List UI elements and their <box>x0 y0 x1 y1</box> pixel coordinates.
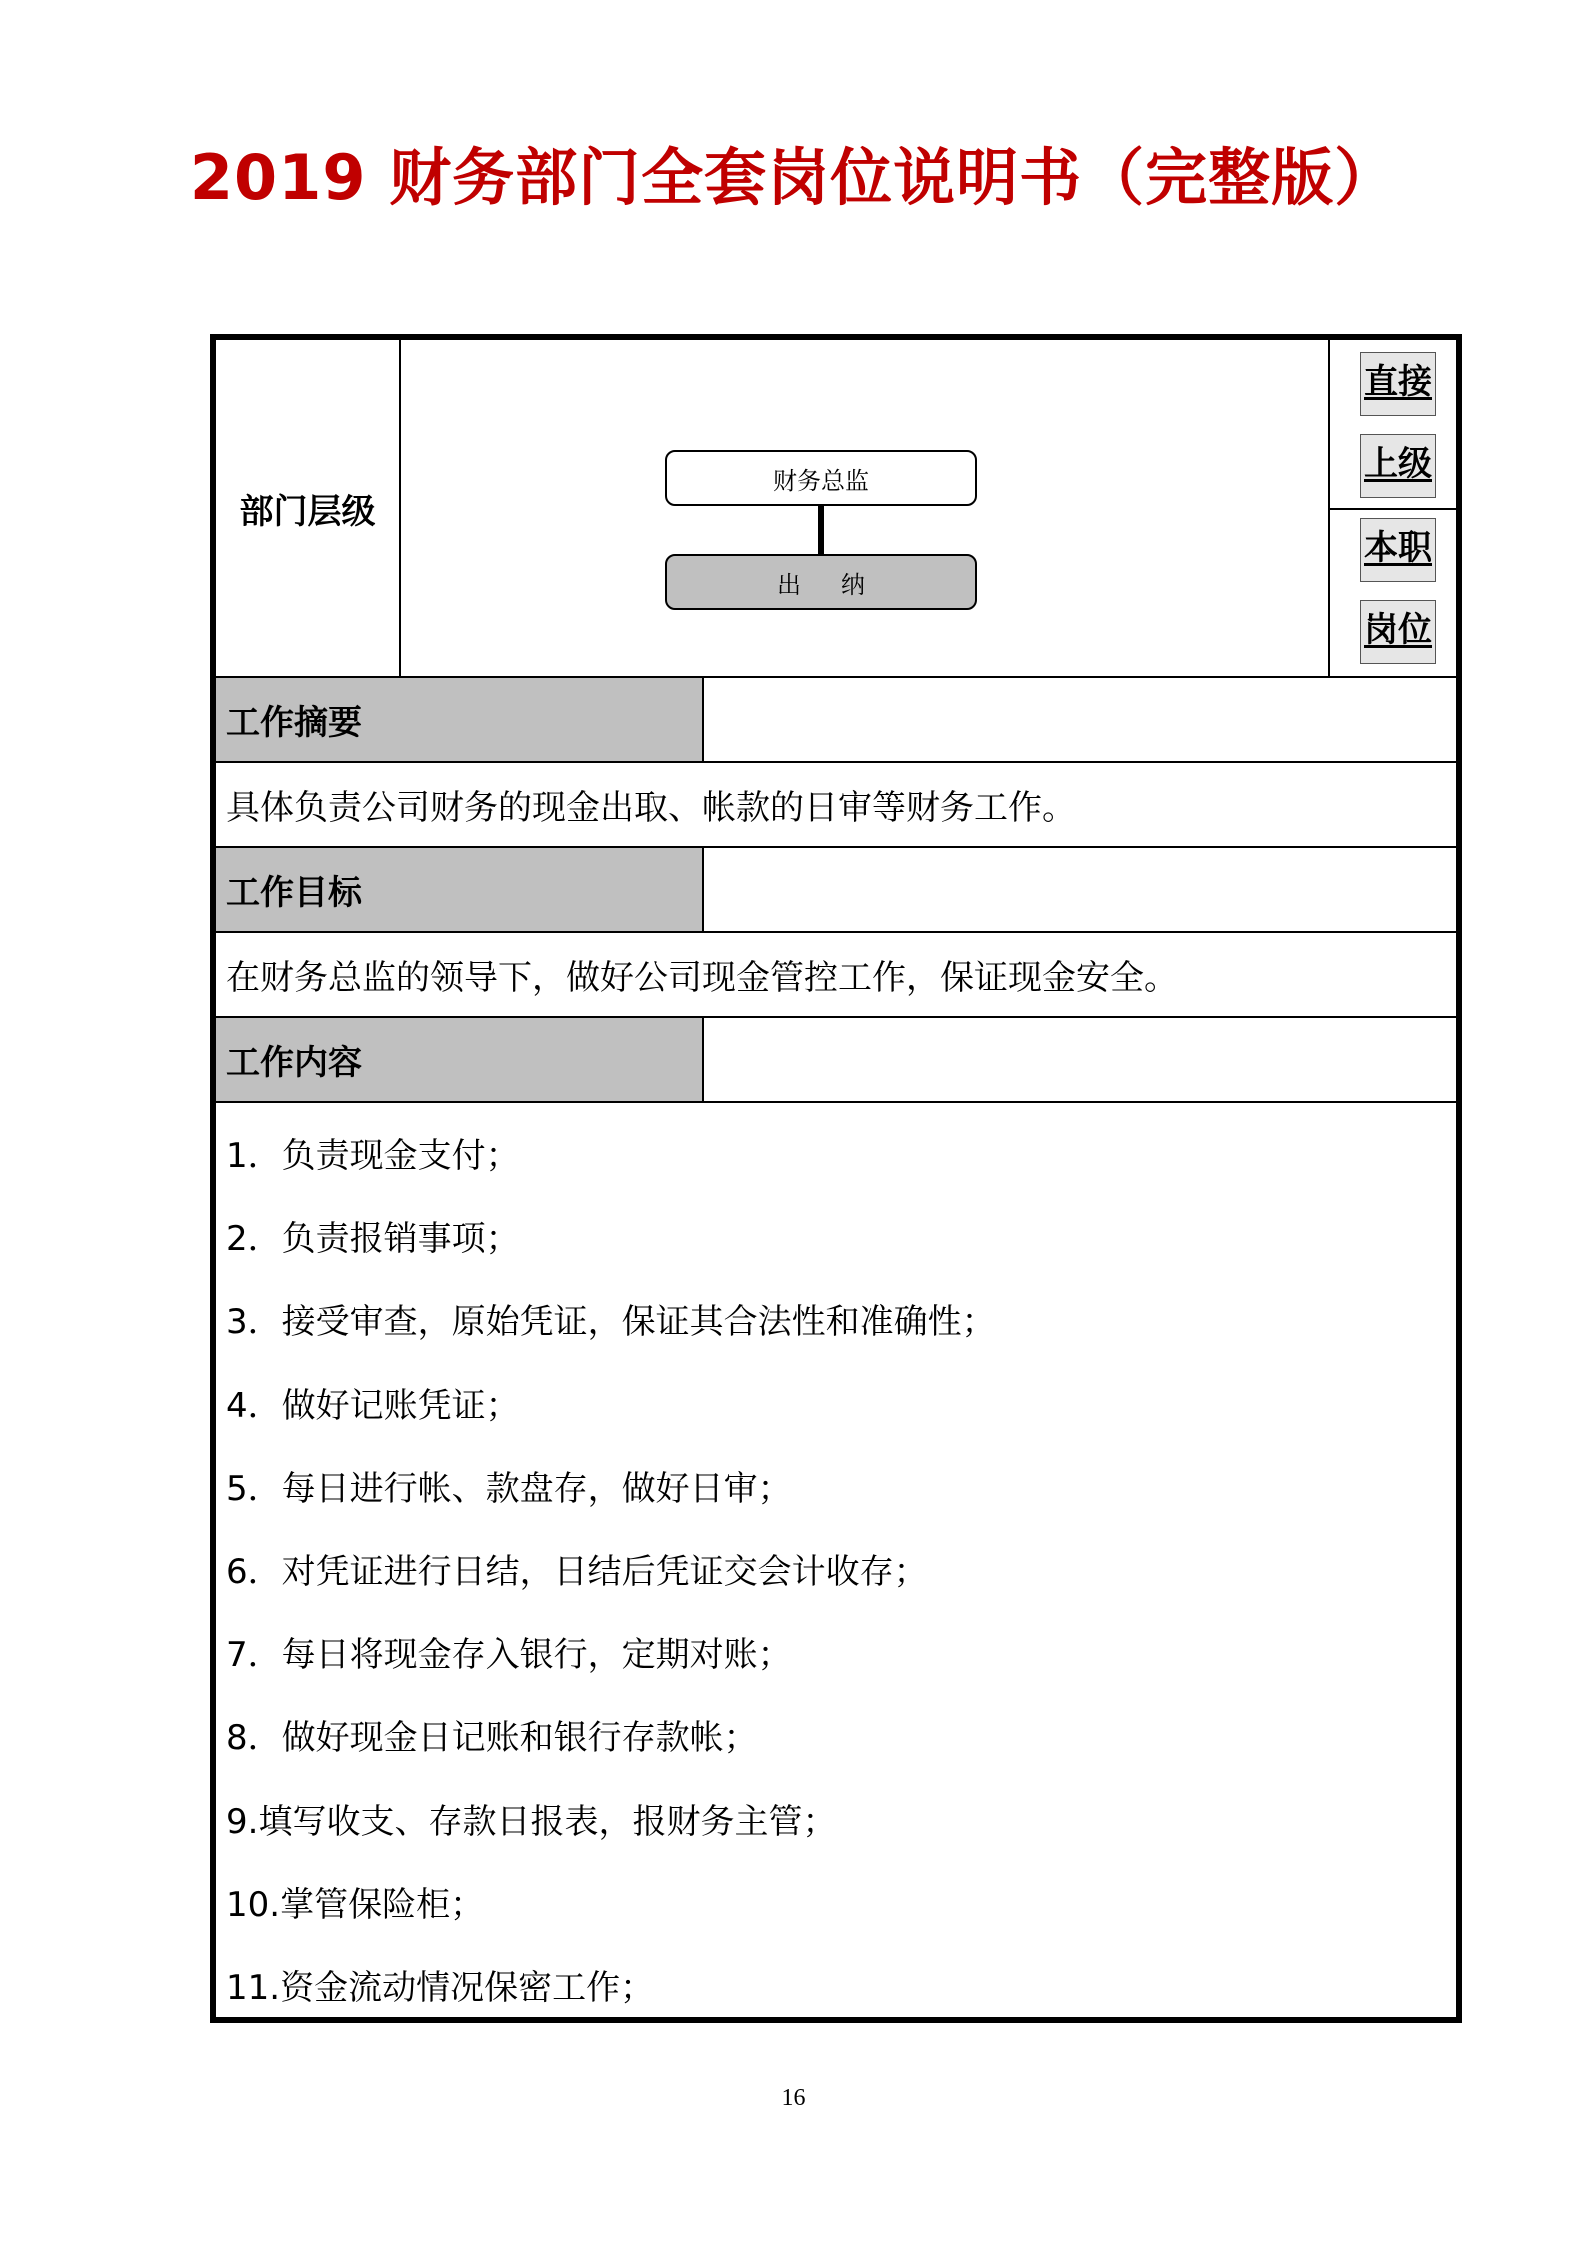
document-title: 2019 财务部门全套岗位说明书（完整版） <box>189 141 1398 214</box>
hierarchy-side-tags <box>1330 340 1456 676</box>
list-item: 3．接受审查，原始凭证，保证其合法性和准确性； <box>226 1302 996 1343</box>
org-connector-line <box>818 506 824 554</box>
org-node-superior-label: 财务总监 <box>773 466 869 495</box>
hierarchy-label: 部门层级 <box>216 340 401 676</box>
content-header-row <box>216 1018 1456 1103</box>
page-number: 16 <box>781 2085 806 2111</box>
job-description-table <box>210 334 1462 2023</box>
org-node-position-label: 出纳 <box>777 570 905 599</box>
org-node-position <box>665 554 977 610</box>
list-item: 4．做好记账凭证； <box>226 1385 520 1426</box>
org-chart <box>401 340 1330 676</box>
tag-this-job: 本职 <box>1360 518 1436 582</box>
list-item: 10.掌管保险柜； <box>226 1884 485 1925</box>
org-node-superior <box>665 450 977 506</box>
list-item: 8．做好现金日记账和银行存款帐； <box>226 1718 758 1759</box>
content-heading: 工作内容 <box>216 1018 704 1101</box>
list-item: 7．每日将现金存入银行，定期对账； <box>226 1635 792 1676</box>
goal-heading: 工作目标 <box>216 848 704 931</box>
goal-text: 在财务总监的领导下，做好公司现金管控工作，保证现金安全。 <box>216 933 1456 1018</box>
list-item: 2．负责报销事项； <box>226 1219 520 1260</box>
content-list <box>216 1103 1456 2017</box>
current-position-cell <box>1330 510 1456 676</box>
summary-heading: 工作摘要 <box>216 678 704 761</box>
summary-text: 具体负责公司财务的现金出取、帐款的日审等财务工作。 <box>216 763 1456 848</box>
goal-header-row <box>216 848 1456 933</box>
list-item: 11.资金流动情况保密工作； <box>226 1967 655 2008</box>
list-item: 9.填写收支、存款日报表，报财务主管； <box>226 1801 837 1842</box>
tag-superior: 上级 <box>1360 434 1436 498</box>
list-item: 1．负责现金支付； <box>226 1136 520 1177</box>
tag-position: 岗位 <box>1360 600 1436 664</box>
tag-direct: 直接 <box>1360 352 1436 416</box>
department-hierarchy-row <box>216 340 1456 678</box>
summary-header-row <box>216 678 1456 763</box>
list-item: 6．对凭证进行日结，日结后凭证交会计收存； <box>226 1552 928 1593</box>
list-item: 5．每日进行帐、款盘存，做好日审； <box>226 1468 792 1509</box>
direct-superior-cell <box>1330 340 1456 510</box>
